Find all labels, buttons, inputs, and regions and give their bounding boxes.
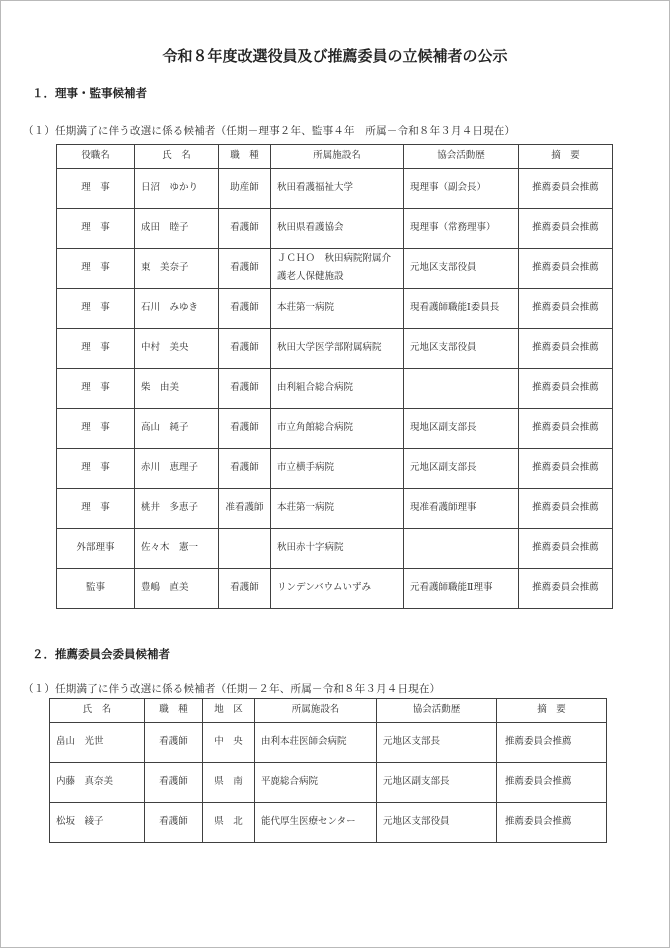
table-cell: リンデンバウムいずみ (271, 569, 404, 609)
table-row (57, 449, 613, 489)
table-cell: 理 事 (57, 249, 135, 289)
table-cell (404, 369, 519, 409)
table-header-row (50, 699, 607, 723)
table-cell: 看護師 (145, 803, 203, 843)
section2-note: （１）任期満了に伴う改選に係る候補者（任期－２年、所属－令和８年３月４日現在） (23, 684, 441, 695)
section1-note: （１）任期満了に伴う改選に係る候補者（任期－理事２年、監事４年 所属－令和８年３月４日現在） (23, 126, 516, 137)
column-header: 協会活動歴 (404, 145, 519, 169)
table-cell: 推薦委員会推薦 (519, 289, 613, 329)
table-cell: 元地区支部役員 (377, 803, 497, 843)
table-cell: 現理事（副会長） (404, 169, 519, 209)
column-header: 協会活動歴 (377, 699, 497, 723)
table-row (50, 803, 607, 843)
table-cell: 看護師 (219, 329, 271, 369)
table-cell: ＪＣＨＯ 秋田病院附属介護老人保健施設 (271, 249, 404, 289)
table-row (57, 329, 613, 369)
table-cell: 市立横手病院 (271, 449, 404, 489)
table-cell: 日沼 ゆかり (135, 169, 219, 209)
table-row (57, 409, 613, 449)
table-cell: 看護師 (145, 763, 203, 803)
table-cell: 推薦委員会推薦 (519, 529, 613, 569)
table-cell: 由利本荘医師会病院 (255, 723, 377, 763)
column-header: 所属施設名 (255, 699, 377, 723)
table-cell: 県 北 (203, 803, 255, 843)
section2-heading: ２．推薦委員会委員候補者 (32, 649, 170, 661)
table-cell: 能代厚生医療センター (255, 803, 377, 843)
table-cell: 看護師 (219, 569, 271, 609)
table-cell: 内藤 真奈美 (50, 763, 145, 803)
table-cell: 秋田看護福祉大学 (271, 169, 404, 209)
table-cell: 畠山 光世 (50, 723, 145, 763)
table-cell: 准看護師 (219, 489, 271, 529)
table-cell: 佐々木 憲一 (135, 529, 219, 569)
table-cell: 中村 美央 (135, 329, 219, 369)
table-cell: 赤川 恵理子 (135, 449, 219, 489)
table-cell: 推薦委員会推薦 (519, 409, 613, 449)
table-cell: 理 事 (57, 409, 135, 449)
table-cell: 推薦委員会推薦 (519, 329, 613, 369)
table-row (57, 369, 613, 409)
table-cell: 外部理事 (57, 529, 135, 569)
table-cell: 松坂 綾子 (50, 803, 145, 843)
table-cell: 理 事 (57, 329, 135, 369)
table-cell: 理 事 (57, 289, 135, 329)
table-cell: 看護師 (219, 369, 271, 409)
section1-heading: １．理事・監事候補者 (32, 88, 147, 100)
table-cell: 元看護師職能Ⅱ理事 (404, 569, 519, 609)
table-row (57, 529, 613, 569)
table-cell: 理 事 (57, 449, 135, 489)
table-cell (404, 529, 519, 569)
table-cell: 本荘第一病院 (271, 289, 404, 329)
table-cell: 現看護師職能Ⅰ委員長 (404, 289, 519, 329)
table-cell: 元地区副支部長 (377, 763, 497, 803)
table-cell: 市立角館総合病院 (271, 409, 404, 449)
table-cell: 中 央 (203, 723, 255, 763)
table-cell: 理 事 (57, 209, 135, 249)
officers-candidates-table (56, 144, 613, 609)
table-cell: 元地区支部長 (377, 723, 497, 763)
table-cell: 現地区副支部長 (404, 409, 519, 449)
table-cell: 東 美奈子 (135, 249, 219, 289)
table-cell: 看護師 (219, 449, 271, 489)
column-header: 所属施設名 (271, 145, 404, 169)
table-cell: 秋田赤十字病院 (271, 529, 404, 569)
table-header-row (57, 145, 613, 169)
table-row (57, 169, 613, 209)
column-header: 摘 要 (519, 145, 613, 169)
table-cell: 本荘第一病院 (271, 489, 404, 529)
table-cell: 県 南 (203, 763, 255, 803)
table-cell: 推薦委員会推薦 (519, 569, 613, 609)
table-cell: 元地区支部役員 (404, 329, 519, 369)
column-header: 氏 名 (135, 145, 219, 169)
table-cell: 監事 (57, 569, 135, 609)
column-header: 役職名 (57, 145, 135, 169)
table-cell: 推薦委員会推薦 (497, 803, 607, 843)
table-cell: 元地区支部役員 (404, 249, 519, 289)
table-cell: 理 事 (57, 169, 135, 209)
table-row (57, 489, 613, 529)
table-cell: 助産師 (219, 169, 271, 209)
recommendation-committee-table (49, 698, 607, 843)
table-row (57, 289, 613, 329)
column-header: 氏 名 (50, 699, 145, 723)
table-cell: 石川 みゆき (135, 289, 219, 329)
table-cell: 秋田県看護協会 (271, 209, 404, 249)
table-cell: 元地区副支部長 (404, 449, 519, 489)
table-cell: 桃井 多恵子 (135, 489, 219, 529)
table-row (57, 249, 613, 289)
table-cell: 理 事 (57, 369, 135, 409)
table-cell (219, 529, 271, 569)
table-cell: 看護師 (219, 249, 271, 289)
table-cell: 推薦委員会推薦 (519, 209, 613, 249)
table-cell: 平鹿総合病院 (255, 763, 377, 803)
table-cell: 推薦委員会推薦 (519, 169, 613, 209)
table-row (50, 723, 607, 763)
table-row (57, 209, 613, 249)
table-cell: 推薦委員会推薦 (497, 723, 607, 763)
table-cell: 現理事（常務理事） (404, 209, 519, 249)
page-title: 令和８年度改選役員及び推薦委員の立候補者の公示 (162, 48, 508, 65)
table-cell: 推薦委員会推薦 (497, 763, 607, 803)
column-header: 摘 要 (497, 699, 607, 723)
table-cell: 推薦委員会推薦 (519, 489, 613, 529)
column-header: 職 種 (219, 145, 271, 169)
table-cell: 柴 由美 (135, 369, 219, 409)
table-cell: 看護師 (219, 289, 271, 329)
column-header: 地 区 (203, 699, 255, 723)
table-cell: 看護師 (219, 209, 271, 249)
table-cell: 理 事 (57, 489, 135, 529)
table-cell: 推薦委員会推薦 (519, 369, 613, 409)
table-row (57, 569, 613, 609)
table-cell: 推薦委員会推薦 (519, 449, 613, 489)
table-cell: 由利組合総合病院 (271, 369, 404, 409)
table-cell: 成田 睦子 (135, 209, 219, 249)
table-cell: 豊嶋 直美 (135, 569, 219, 609)
table-cell: 秋田大学医学部附属病院 (271, 329, 404, 369)
column-header: 職 種 (145, 699, 203, 723)
table-row (50, 763, 607, 803)
table-cell: 看護師 (219, 409, 271, 449)
table-cell: 看護師 (145, 723, 203, 763)
table-cell: 推薦委員会推薦 (519, 249, 613, 289)
table-cell: 現准看護師理事 (404, 489, 519, 529)
table-cell: 高山 純子 (135, 409, 219, 449)
